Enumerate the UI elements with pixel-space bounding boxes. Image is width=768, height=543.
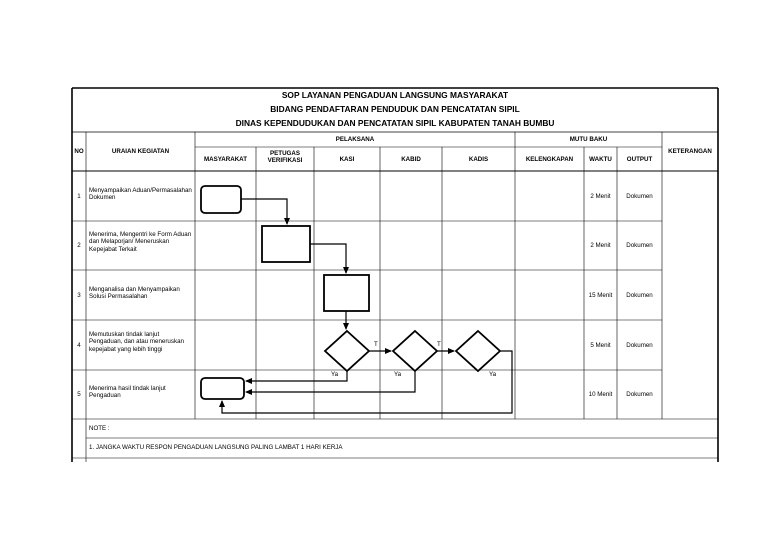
row-1-waktu: 2 Menit	[590, 193, 611, 200]
header-keterangan: KETERANGAN	[668, 148, 712, 155]
row-1-output: Dokumen	[626, 193, 653, 200]
row-2-output: Dokumen	[626, 242, 653, 249]
row-4-no: 4	[77, 342, 81, 349]
row-4-waktu: 5 Menit	[590, 342, 611, 349]
flow-label-t-kasi: T	[374, 341, 378, 348]
row-5-waktu: 10 Menit	[588, 391, 613, 398]
terminator-start-shape	[201, 186, 241, 213]
header-masyarakat: MASYARAKAT	[204, 156, 247, 163]
process-box-petugas	[262, 226, 310, 262]
header-output: OUTPUT	[626, 156, 653, 163]
row-5-uraian: Menerima hasil tindak lanjut Pengaduan	[89, 385, 166, 400]
row-3-waktu: 15 Menit	[588, 292, 613, 299]
row-5-no: 5	[77, 391, 81, 398]
flow-label-t-kabid: T	[437, 341, 441, 348]
header-mutu-baku: MUTU BAKU	[569, 136, 608, 143]
title-line-1: SOP LAYANAN PENGADUAN LANGSUNG MASYARAKAT	[281, 90, 509, 100]
note-text: 1. JANGKA WAKTU RESPON PENGADUAN LANGSUNG PALING LAMBAT 1 HARI KERJA	[89, 444, 343, 451]
header-uraian: URAIAN KEGIATAN	[111, 148, 170, 155]
header-kadis: KADIS	[468, 156, 489, 163]
row-3-output: Dokumen	[626, 292, 653, 299]
header-pelaksana: PELAKSANA	[335, 136, 375, 143]
title-line-3: DINAS KEPENDUDUKAN DAN PENCATATAN SIPIL KABUPATEN TANAH BUMBU	[235, 118, 555, 128]
header-petugas-verifikasi: PETUGAS VERIFIKASI	[267, 150, 303, 165]
decision-kadis-diamond	[456, 331, 500, 371]
header-kelengkapan: KELENGKAPAN	[525, 156, 574, 163]
row-4-uraian: Memutuskan tindak lanjut Pengaduan, dan atau meneruskan kepejabat yang lebih tinggi	[89, 331, 184, 353]
decision-kabid-diamond	[393, 331, 437, 371]
row-1-no: 1	[77, 193, 81, 200]
header-waktu: WAKTU	[589, 156, 612, 163]
decision-kasi-diamond	[325, 331, 369, 371]
header-kabid: KABID	[401, 156, 421, 163]
header-no: NO	[74, 148, 84, 155]
flow-label-ya-kabid: Ya	[394, 371, 402, 378]
row-4-output: Dokumen	[626, 342, 653, 349]
arrow-2-to-3	[310, 244, 346, 273]
flow-label-ya-kasi: Ya	[331, 371, 339, 378]
row-2-uraian: Menerima, Mengentri ke Form Aduan dan Melaporjan/ Meneruskan Kepejabat Terkait	[89, 231, 192, 253]
header-kasi: KASI	[339, 156, 355, 163]
terminator-end-shape	[201, 378, 244, 399]
flow-label-ya-kadis: Ya	[489, 371, 497, 378]
row-3-uraian: Menganalisa dan Menyampaikan Solusi Permasalahan	[89, 286, 180, 301]
title-line-2: BIDANG PENDAFTARAN PENDUDUK DAN PENCATATAN SIPIL	[270, 104, 520, 114]
arrow-1-to-2	[241, 199, 287, 224]
row-2-waktu: 2 Menit	[590, 242, 611, 249]
row-3-no: 3	[77, 292, 81, 299]
row-2-no: 2	[77, 242, 81, 249]
process-box-kasi	[324, 275, 369, 311]
row-5-output: Dokumen	[626, 391, 653, 398]
row-1-uraian: Menyampaikan Aduan/Permasalahan Dokumen	[89, 187, 192, 202]
note-label: NOTE :	[89, 425, 110, 432]
